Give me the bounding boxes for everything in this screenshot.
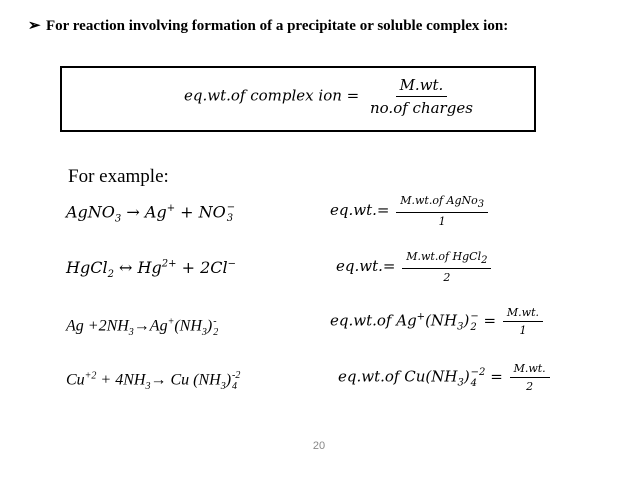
formula-fragment: 3 [114,213,122,225]
main-formula [184,76,479,117]
formula-box [60,66,536,132]
formula-fragment: 3 [457,377,464,389]
formula-fragment: 2 [526,380,534,393]
example-title: For example: [68,166,169,187]
formula-fragment: Ag [149,317,168,335]
reaction-1 [66,202,235,225]
eq-wt-2 [336,250,493,284]
formula-fragment: eq.wt.of Cu(NH [338,367,458,386]
formula-fragment: eq.wt.= [336,257,396,276]
formula-fragment: 2 [470,321,477,333]
formula-fragment: eq.wt.of Ag [330,311,417,330]
formula-fragment: Hg [137,258,162,277]
formula-fragment: ↔ [119,258,133,277]
formula-fragment: 2Cl [200,258,228,277]
formula-fragment: − [227,258,237,270]
formula-fragment: → [150,371,167,389]
eq-wt-3-fraction [503,306,543,337]
formula-fragment: 3 [477,199,485,211]
eq-wt-4 [338,362,552,393]
formula-fragment: ) [206,317,213,335]
reaction-2 [66,258,236,280]
heading-text: For reaction involving formation of a precipitate or soluble complex ion: [46,18,509,34]
formula-fragment: 2 [443,271,451,285]
formula-fragment: 2 [213,327,219,338]
formula-fragment: → [126,202,140,222]
formula-fragment: 1 [438,215,446,229]
formula-fragment: 2 [481,255,488,267]
page-number: 20 [312,440,326,452]
formula-fragment: 2+ [161,258,177,270]
formula-fragment: 4 [470,377,478,389]
formula-fragment: 3 [220,380,226,392]
formula-fragment: − [226,202,236,213]
reaction-3 [66,316,218,338]
formula-fragment: + [180,202,194,222]
formula-fragment: -2 [232,370,241,381]
formula-fragment: Ag [144,202,167,222]
eq-wt-4-fraction [510,362,550,393]
formula-fragment: NO [198,202,226,222]
formula-fragment: 4 [232,381,238,392]
formula-fragment: HgCl [66,258,108,277]
formula-fragment: + [416,311,426,323]
formula-fragment: → [133,317,150,335]
reaction-4 [66,370,240,392]
formula-fragment: + [167,316,175,328]
formula-fragment: −2 [470,366,486,378]
formula-fragment: + [181,258,195,277]
formula-fragment: ) [463,367,470,386]
formula-fraction [366,76,477,117]
formula-fragment: ) [463,311,470,330]
formula-fragment: = [490,367,503,386]
formula-fragment: M.wt. [510,362,550,378]
formula-fragment: M.wt.of HgCl [406,250,482,263]
eq-wt-2-fraction [402,250,491,284]
formula-fragment: − [470,310,479,322]
bullet-arrow-icon: ➢ [28,18,41,34]
formula-fragment: ) [225,371,232,389]
formula-fragment: (NH [174,317,202,335]
eq-wt-3 [330,306,545,337]
formula-fragment: + 4NH [96,371,146,389]
formula-fragment: 3 [201,326,207,338]
formula-fragment: (NH [425,311,458,330]
formula-fragment: 3 [145,380,151,392]
formula-fragment: AgNO [66,202,115,222]
formula-fragment: Cu [66,371,85,389]
formula-fragment: M.wt.of AgNo [400,194,478,207]
formula-fragment: 1 [519,324,527,337]
formula-fragment: 3 [226,213,234,224]
formula-fragment: - [213,316,217,327]
eq-wt-1-fraction [396,194,488,228]
eq-wt-1 [330,194,490,228]
formula-fragment: Cu (NH [166,371,221,389]
formula-fragment: = [483,311,497,330]
formula-fragment: eq.wt.= [330,201,390,220]
formula-fragment: +2 [84,370,97,382]
formula-numerator: M.wt. [396,76,448,97]
formula-denominator: no.of charges [370,99,473,117]
formula-fragment: M.wt. [503,306,543,322]
formula-fragment: 3 [128,326,134,338]
formula-lhs: eq.wt.of complex ion = [184,86,360,105]
formula-fragment: + [166,203,176,215]
section-heading [28,16,508,35]
formula-fragment: 2 [107,269,114,281]
formula-fragment: Ag +2NH [66,317,129,335]
formula-fragment: 3 [457,321,464,333]
